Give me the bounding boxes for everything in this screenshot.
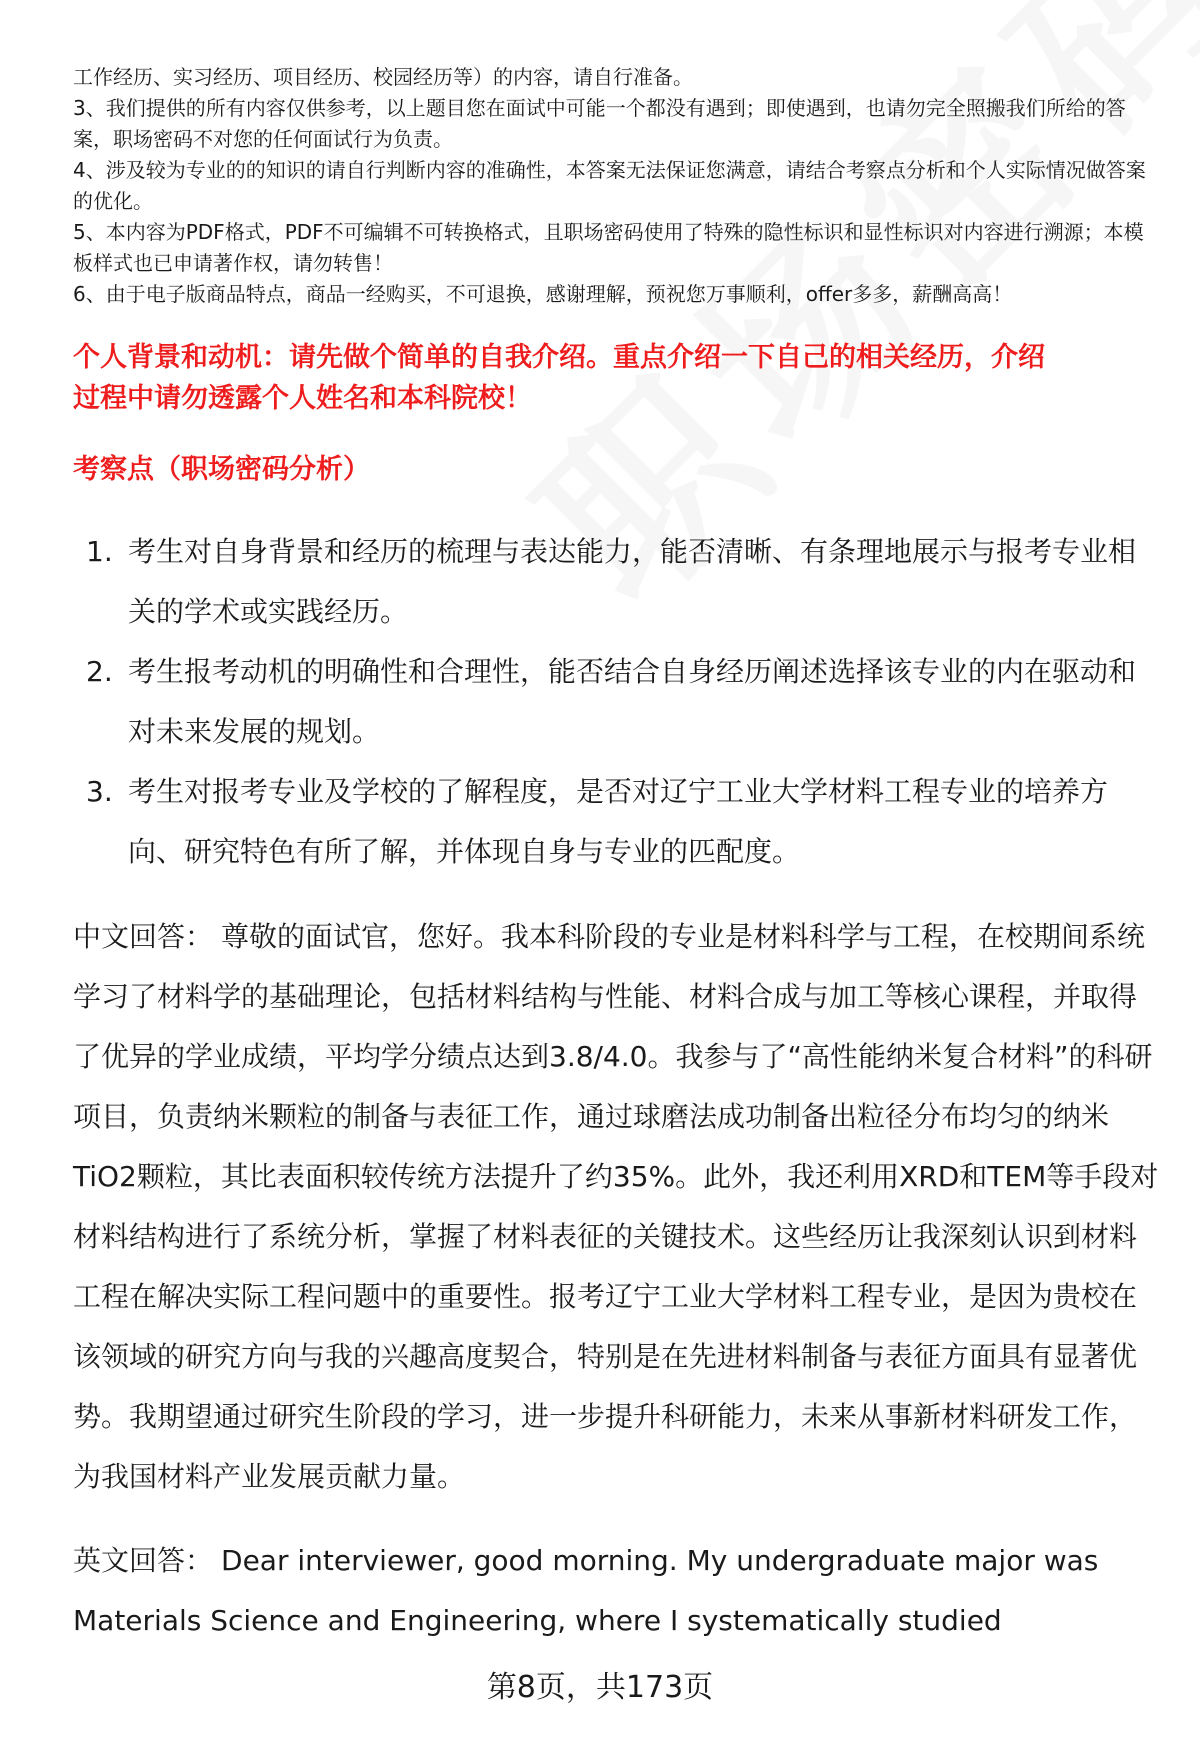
notice-line: 6、由于电子版商品特点，商品一经购买，不可退换，感谢理解，预祝您万事顺利，offer多多，薪酬高高！	[73, 282, 1013, 306]
point-number: 2.	[86, 655, 113, 688]
chinese-answer-text: 尊敬的面试官，您好。我本科阶段的专业是材料科学与工程，在校期间系统学习了材料学的基础理论，包括材料结构与性能、材料合成与加工等核心课程，并取得了优异的学业成绩，平均学分绩点达到3.8/4.0。我参与了“高性能纳米复合材料”的科研项目，负责纳米颗粒的制备与表征工作，通过球磨法成功制备出粒径分布均匀的纳米TiO2颗粒，其比表面积较传统方法提升了约35%。此外，我还利用XRD和TEM等手段对材料结构进行了系统分析，掌握了材料表征的关键技术。这些经历让我深刻认识到材料工程在解决实际工程问题中的重要性。报考辽宁工业大学材料工程专业，是因为贵校在该领域的研究方向与我的兴趣高度契合，特别是在先进材料制备与表征方面具有显著优势。我期望通过研究生阶段的学习，进一步提升科研能力，未来从事新材料研发工作，为我国材料产业发展贡献力量。	[73, 920, 1159, 1493]
question-line-1: 个人背景和动机：请先做个简单的自我介绍。重点介绍一下自己的相关经历，介绍	[73, 342, 1045, 373]
analysis-points	[73, 522, 1158, 882]
point-number: 1.	[86, 535, 113, 568]
notice-line: 5、本内容为PDF格式，PDF不可编辑不可转换格式，且职场密码使用了特殊的隐性标识和显性标识对内容进行溯源；本模板样式也已申请著作权，请勿转售！	[73, 220, 1144, 275]
analysis-point	[73, 522, 1158, 642]
notice-line: 3、我们提供的所有内容仅供参考，以上题目您在面试中可能一个都没有遇到；即使遇到，也请勿完全照搬我们所给的答案，职场密码不对您的任何面试行为负责。	[73, 96, 1126, 151]
english-answer-label: 英文回答：	[73, 1544, 214, 1577]
chinese-answer	[73, 907, 1163, 1507]
analysis-point	[73, 762, 1158, 882]
question-title	[73, 337, 1153, 419]
chinese-answer-label: 中文回答：	[73, 920, 214, 953]
question-line-2: 过程中请勿透露个人姓名和本科院校！	[73, 383, 532, 414]
notice-line: 4、涉及较为专业的的知识的请自行判断内容的准确性，本答案无法保证您满意，请结合考察点分析和个人实际情况做答案的优化。	[73, 158, 1146, 213]
english-answer	[73, 1531, 1163, 1651]
point-number: 3.	[86, 775, 113, 808]
notice-line: 工作经历、实习经历、项目经历、校园经历等）的内容，请自行准备。	[73, 65, 693, 89]
point-text: 考生对报考专业及学校的了解程度，是否对辽宁工业大学材料工程专业的培养方向、研究特色有所了解，并体现自身与专业的匹配度。	[128, 775, 1109, 868]
page-number: 第8页，共173页	[486, 1670, 714, 1705]
point-text: 考生对自身背景和经历的梳理与表达能力，能否清晰、有条理地展示与报考专业相关的学术或实践经历。	[128, 535, 1137, 628]
analysis-point	[73, 642, 1158, 762]
analysis-title: 考察点（职场密码分析）	[73, 454, 370, 485]
english-answer-text: Dear interviewer, good morning. My undergraduate major was Materials Science and Engineering, where I systematically studied	[73, 1544, 1099, 1637]
notice-block	[73, 62, 1163, 310]
point-text: 考生报考动机的明确性和合理性，能否结合自身经历阐述选择该专业的内在驱动和对未来发展的规划。	[128, 655, 1137, 748]
